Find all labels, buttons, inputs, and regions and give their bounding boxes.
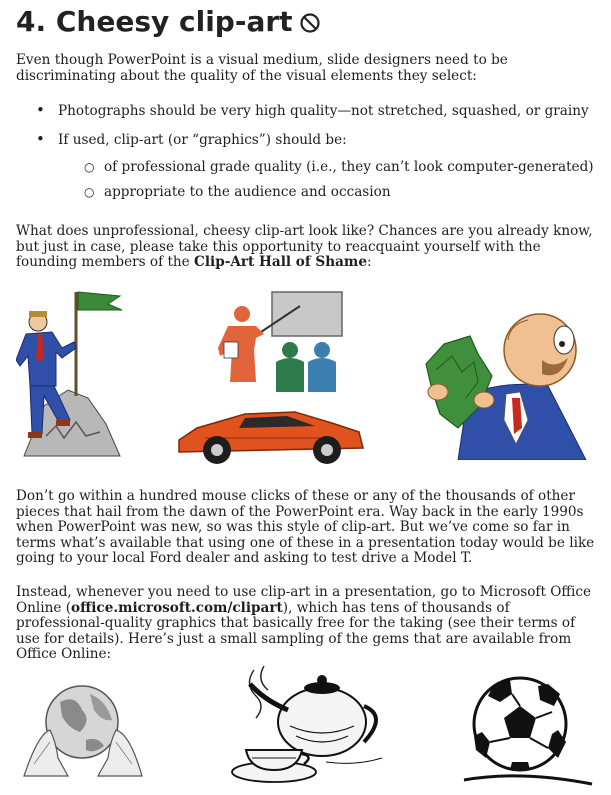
page-title: 4. Cheesy clip-art bbox=[16, 4, 321, 43]
hands-globe-clipart bbox=[20, 680, 146, 786]
teapot-teacup-clipart bbox=[226, 666, 390, 786]
hall-of-shame-emphasis: Clip-Art Hall of Shame bbox=[194, 254, 367, 270]
prohibited-icon bbox=[299, 7, 321, 43]
bullet-circle-icon: ○ bbox=[84, 185, 95, 199]
instead-paragraph: Instead, whenever you need to use clip-art in a presentation, go to Microsoft Office Online (office.microsoft.com/clipart), which has tens of thousands of professional-quality graphics that basically free for the taking (see their terms of use for details). Here’s just a small sampling of the gems that are available from Office Online: bbox=[16, 584, 592, 662]
office-online-url: office.microsoft.com/clipart bbox=[71, 599, 283, 616]
hall-of-shame-paragraph: What does unprofessional, cheesy clip-art look like? Chances are you already know, but just in case, please take this opportunity to reacquaint yourself with the founding members of the Clip-Art Hall of Shame: bbox=[16, 223, 593, 270]
subbullet-appropriate: ○ appropriate to the audience and occasion bbox=[84, 184, 391, 200]
bullet-clip-art: • If used, clip-art (or “graphics”) should be: bbox=[36, 130, 347, 148]
intro-paragraph: Even though PowerPoint is a visual medium, slide designers need to be discriminating about the quality of the visual elements they select: bbox=[16, 52, 508, 84]
dont-go-paragraph: Don’t go within a hundred mouse clicks of these or any of the thousands of other pieces that hail from the dawn of the PowerPoint era. Way back in the early 1990s when PowerPoint was new, so was this style of clip-art. But we’ve come so far in terms what’s available that using one of these in a presentation today would be like going to your local Ford dealer and asking to test drive a Model T. bbox=[16, 488, 595, 566]
man-with-money-clipart bbox=[418, 310, 594, 460]
subbullet-professional-grade: ○ of professional grade quality (i.e., they can’t look computer-generated) bbox=[84, 159, 594, 175]
businessman-flag-summit-clipart bbox=[16, 286, 126, 462]
soccer-ball-clipart bbox=[460, 672, 596, 788]
bullet-photographs: • Photographs should be very high quality—not stretched, squashed, or grainy bbox=[36, 101, 589, 119]
bullet-circle-icon: ○ bbox=[84, 160, 95, 174]
sports-car-clipart bbox=[175, 404, 365, 468]
bullet-dot-icon: • bbox=[36, 130, 45, 148]
presenter-audience-clipart bbox=[214, 290, 344, 392]
bullet-dot-icon: • bbox=[36, 101, 45, 119]
